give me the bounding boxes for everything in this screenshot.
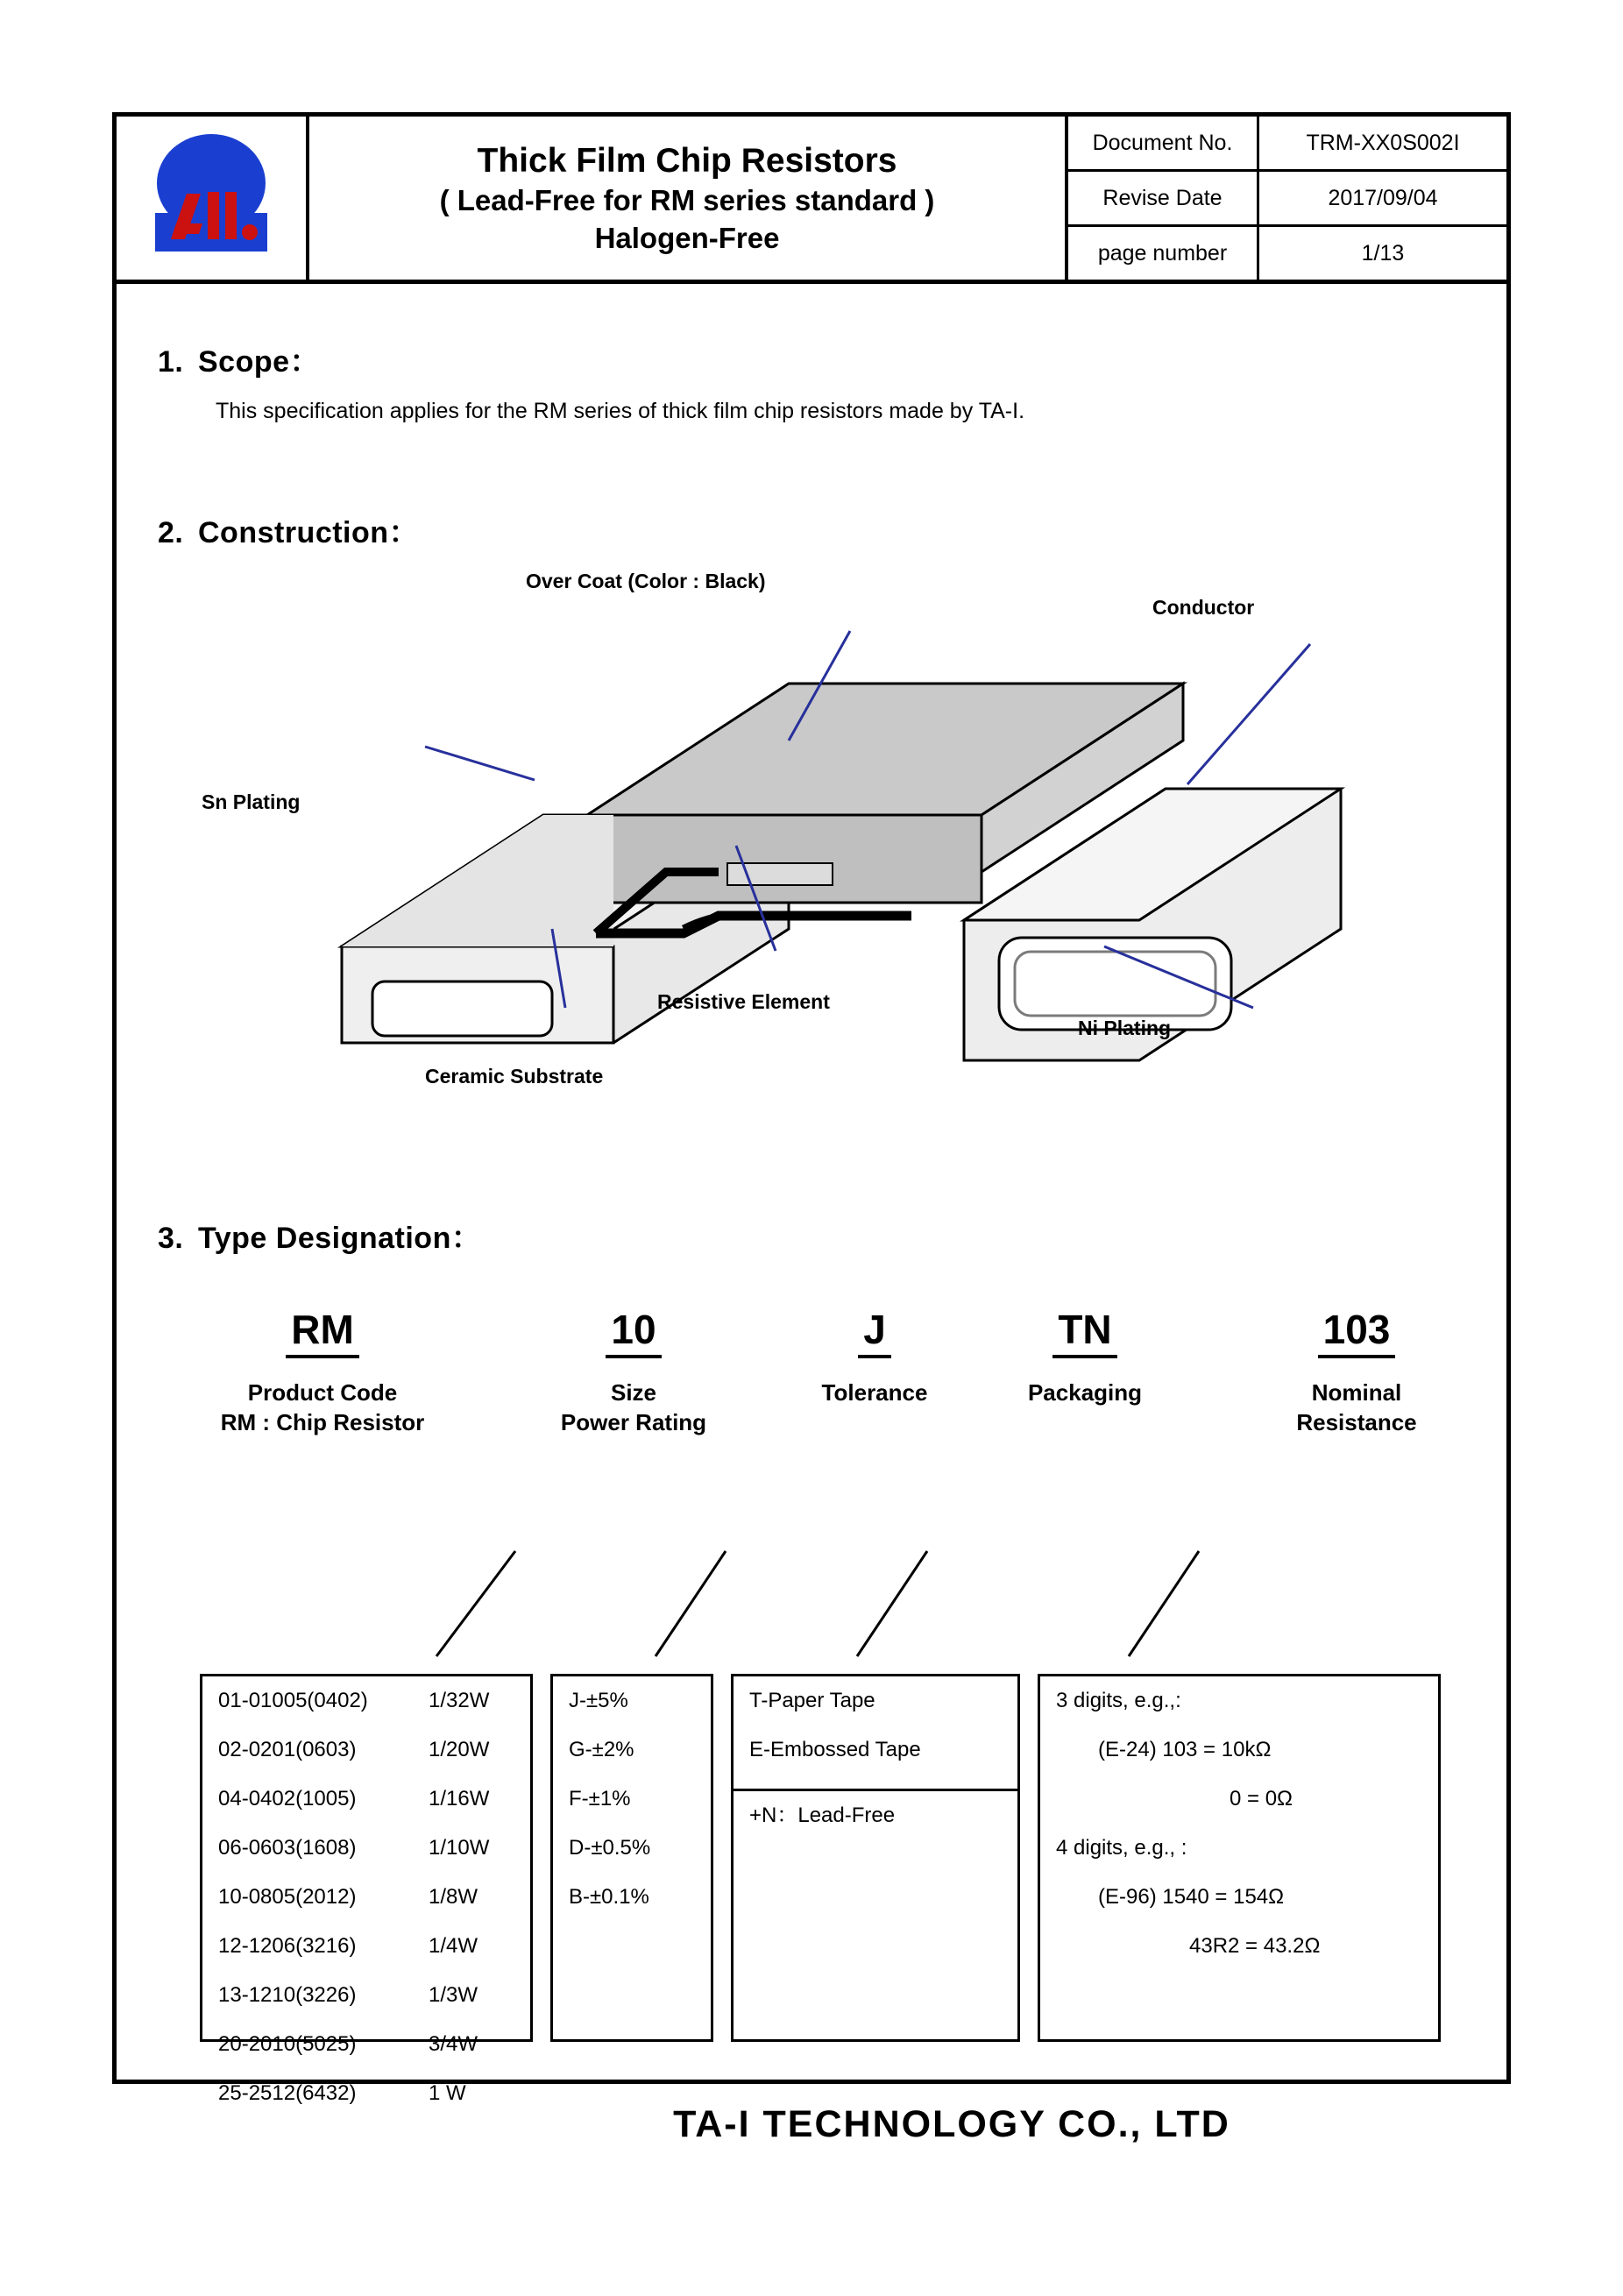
code-caption2: RM : Chip Resistor xyxy=(220,1409,425,1435)
title-line-3: Halogen-Free xyxy=(594,222,780,254)
table-tolerance xyxy=(550,1674,713,2042)
size-code: 20-2010(5025) xyxy=(218,2032,357,2056)
meta-key: Revise Date xyxy=(1068,172,1259,224)
section-number: 1. xyxy=(158,345,184,379)
power-rating: 1/3W xyxy=(429,1983,478,2007)
power-rating: 1/8W xyxy=(429,1885,478,1909)
table-row xyxy=(202,1922,530,1971)
table-row: D-±0.5% xyxy=(569,1836,651,1860)
table-row xyxy=(202,1726,530,1775)
table-row xyxy=(202,1971,530,2020)
type-designation-block xyxy=(112,1288,1511,2105)
table-row: 4 digits, e.g., : xyxy=(1056,1836,1187,1860)
label-sn-plating: Sn Plating xyxy=(202,790,301,813)
power-rating: 1/32W xyxy=(429,1689,490,1712)
meta-row-page-number xyxy=(1068,227,1506,280)
meta-key: Document No. xyxy=(1068,117,1259,169)
table-row: (E-96) 1540 = 154Ω xyxy=(1098,1885,1285,1909)
code-value: 10 xyxy=(606,1306,661,1358)
table-row: T-Paper Tape xyxy=(749,1689,875,1712)
document-footer xyxy=(0,2103,1623,2146)
tai-logo-icon xyxy=(141,129,281,266)
table-nominal-resistance xyxy=(1038,1674,1441,2042)
chip-resistor-illustration xyxy=(123,552,1490,1095)
table-row xyxy=(202,1873,530,1922)
code-value: J xyxy=(858,1306,891,1358)
table-size-power xyxy=(200,1674,533,2105)
table-row: 43R2 = 43.2Ω xyxy=(1189,1934,1321,1958)
code-value: 103 xyxy=(1318,1306,1396,1358)
table-row: E-Embossed Tape xyxy=(749,1738,921,1761)
size-code: 04-0402(1005) xyxy=(218,1787,357,1811)
table-row: 3 digits, e.g.,: xyxy=(1056,1689,1181,1712)
size-code: 25-2512(6432) xyxy=(218,2081,357,2105)
size-code: 01-01005(0402) xyxy=(218,1689,368,1712)
size-code: 10-0805(2012) xyxy=(218,1885,357,1909)
meta-row-document-no xyxy=(1068,117,1506,172)
scope-body-text: This specification applies for the RM series of thick film chip resistors made by TA-I. xyxy=(216,399,1025,423)
code-value: RM xyxy=(286,1306,359,1358)
code-caption: Tolerance xyxy=(821,1379,928,1406)
title-line-2: ( Lead-Free for RM series standard ) xyxy=(439,184,935,216)
meta-value: TRM-XX0S002I xyxy=(1306,130,1460,155)
table-row: F-±1% xyxy=(569,1787,631,1811)
table-packaging xyxy=(731,1674,1020,2042)
table-row: 0 = 0Ω xyxy=(1230,1787,1293,1811)
meta-value: 2017/09/04 xyxy=(1328,185,1438,210)
construction-diagram xyxy=(123,552,1490,1095)
label-resistive-element: Resistive Element xyxy=(657,990,830,1013)
section-heading-scope xyxy=(158,337,320,380)
label-ceramic-substrate: Ceramic Substrate xyxy=(425,1065,604,1088)
label-ni-plating: Ni Plating xyxy=(1078,1017,1172,1039)
table-row: G-±2% xyxy=(569,1738,634,1761)
section-heading-type-designation xyxy=(158,1214,481,1257)
table-row: J-±5% xyxy=(569,1689,628,1712)
size-code: 02-0201(0603) xyxy=(218,1738,357,1761)
header-meta-table xyxy=(1068,117,1506,280)
document-header xyxy=(112,112,1511,284)
label-over-coat: Over Coat (Color : Black) xyxy=(526,570,766,592)
meta-key: page number xyxy=(1068,227,1259,280)
table-row: (E-24) 103 = 10kΩ xyxy=(1098,1738,1272,1761)
section-title: Construction： xyxy=(198,516,420,549)
power-rating: 1/20W xyxy=(429,1738,490,1761)
code-caption: Size xyxy=(610,1379,657,1406)
label-conductor: Conductor xyxy=(1152,596,1255,619)
power-rating: 3/4W xyxy=(429,2032,478,2056)
company-name: TA-I TECHNOLOGY CO., LTD xyxy=(673,2103,1230,2145)
size-code: 13-1210(3226) xyxy=(218,1983,357,2007)
power-rating: 1/10W xyxy=(429,1836,490,1860)
table-row xyxy=(202,1775,530,1824)
table-row: B-±0.1% xyxy=(569,1885,649,1909)
size-code: 06-0603(1608) xyxy=(218,1836,357,1860)
power-rating: 1 W xyxy=(429,2081,466,2105)
meta-row-revise-date xyxy=(1068,172,1506,227)
document-title xyxy=(309,117,1068,280)
power-rating: 1/4W xyxy=(429,1934,478,1958)
section-number: 2. xyxy=(158,516,184,549)
code-caption: Packaging xyxy=(1027,1379,1143,1406)
code-caption: Product Code xyxy=(247,1379,398,1406)
meta-value: 1/13 xyxy=(1361,240,1405,266)
code-caption2: Resistance xyxy=(1296,1409,1417,1435)
section-title: Type Designation： xyxy=(198,1222,482,1255)
section-heading-construction xyxy=(158,508,419,551)
title-line-1: Thick Film Chip Resistors xyxy=(477,142,897,180)
code-value: TN xyxy=(1052,1306,1116,1358)
code-caption: Nominal xyxy=(1311,1379,1402,1406)
table-row xyxy=(202,1824,530,1873)
section-number: 3. xyxy=(158,1222,184,1255)
power-rating: 1/16W xyxy=(429,1787,490,1811)
table-row xyxy=(202,2020,530,2069)
section-title: Scope： xyxy=(198,345,321,379)
code-caption2: Power Rating xyxy=(560,1409,707,1435)
table-row: +N：Lead-Free xyxy=(749,1803,896,1827)
logo-cell xyxy=(117,117,309,280)
size-code: 12-1206(3216) xyxy=(218,1934,357,1958)
table-row xyxy=(202,1676,530,1726)
